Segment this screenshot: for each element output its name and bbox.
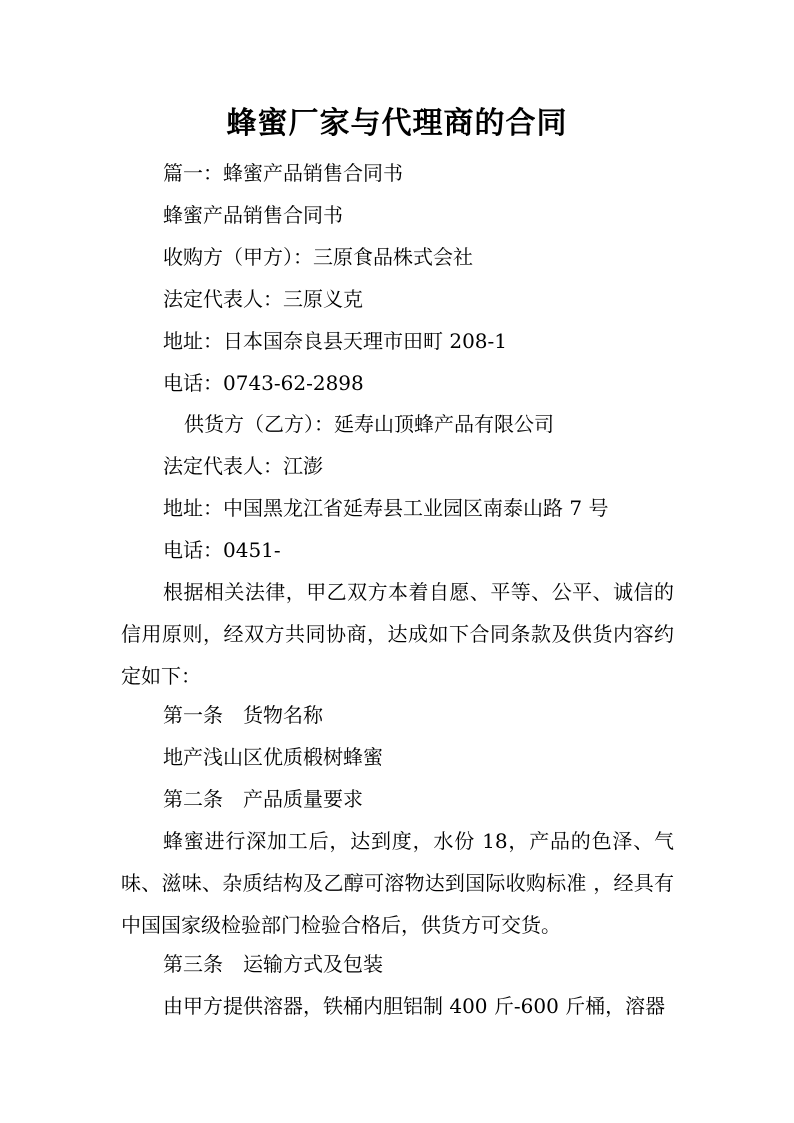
section-heading: 篇一：蜂蜜产品销售合同书 bbox=[163, 161, 403, 185]
buyer-address: 地址：日本国奈良县天理市田町 208-1 bbox=[163, 329, 508, 353]
article3-heading: 第三条 运输方式及包装 bbox=[163, 952, 383, 976]
supplier-address: 地址：中国黑龙江省延寿县工业园区南泰山路 7 号 bbox=[163, 496, 609, 520]
document-title: 蜂蜜厂家与代理商的合同 bbox=[226, 106, 568, 141]
buyer-phone: 电话：0743-62-2898 bbox=[163, 371, 364, 395]
supplier-line: 供货方（乙方）：延寿山顶蜂产品有限公司 bbox=[184, 412, 554, 436]
article2-text: 蜂蜜进行深加工后，达到度，水份 18，产品的色泽、气味、滋味、杂质结构及乙醇可溶物达到国际收购标准 ，经具有中国国家级检验部门检验合格后，供货方可交货。 bbox=[121, 829, 674, 937]
supplier-phone: 电话：0451- bbox=[163, 538, 281, 562]
buyer-representative: 法定代表人：三原义克 bbox=[163, 287, 363, 311]
article2-heading: 第二条 产品质量要求 bbox=[163, 787, 363, 811]
article1-heading: 第一条 货物名称 bbox=[163, 703, 323, 727]
buyer-line: 收购方（甲方）：三原食品株式会社 bbox=[163, 245, 473, 269]
contract-name: 蜂蜜产品销售合同书 bbox=[163, 203, 343, 227]
intro-paragraph: 根据相关法律，甲乙双方本着自愿、平等、公平、诚信的信用原则，经双方共同协商，达成如下合同条款及供货内容约定如下： bbox=[121, 580, 674, 688]
article1-text: 地产浅山区优质椴树蜂蜜 bbox=[163, 745, 383, 769]
article3-text: 由甲方提供溶器，铁桶内胆铝制 400 斤-600 斤桶，溶器 bbox=[163, 994, 666, 1018]
supplier-representative: 法定代表人：江澎 bbox=[163, 454, 323, 478]
